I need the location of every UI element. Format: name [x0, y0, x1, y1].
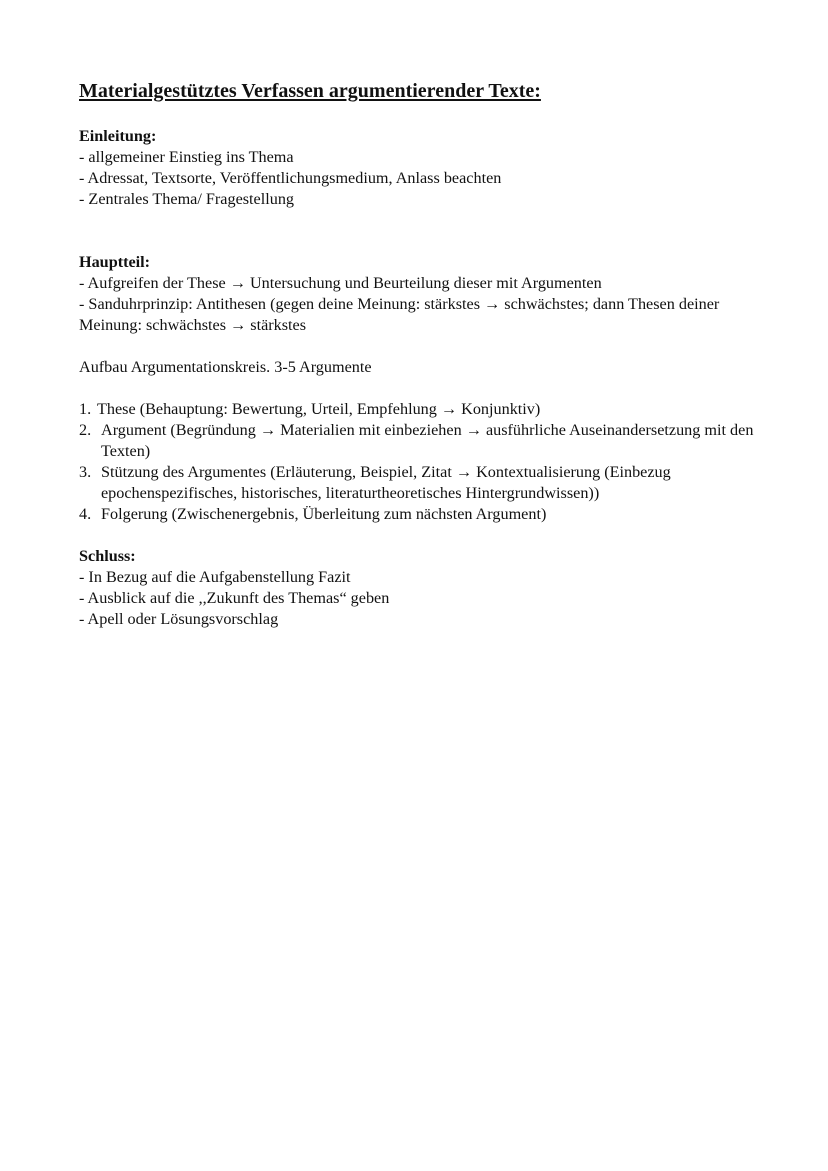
- step-text: Argument (Begründung → Materialien mit einbeziehen → ausführliche Auseinandersetzung mit den Texten): [101, 421, 754, 460]
- list-item: - Sanduhrprinzip: Antithesen (gegen deine Meinung: stärkstes → schwächstes; dann Thesen deiner Meinung: schwächstes → stärkstes: [79, 295, 720, 334]
- list-item: - Adressat, Textsorte, Veröffentlichungsmedium, Anlass beachten: [79, 169, 502, 187]
- list-item: - Ausblick auf die ,,Zukunft des Themas“ geben: [79, 589, 390, 607]
- step-text: Folgerung (Zwischenergebnis, Überleitung zum nächsten Argument): [101, 505, 547, 523]
- step-number: 4.: [79, 505, 92, 523]
- list-item: - allgemeiner Einstieg ins Thema: [79, 148, 294, 166]
- section-heading-hauptteil: Hauptteil:: [79, 253, 151, 271]
- list-item: - Apell oder Lösungsvorschlag: [79, 610, 279, 628]
- argument-step: [79, 399, 759, 420]
- argument-step: [79, 462, 759, 504]
- step-number: 3.: [79, 463, 92, 481]
- step-text: Stützung des Argumentes (Erläuterung, Beispiel, Zitat → Kontextualisierung (Einbezug epochenspezifisches, historisches, literaturtheoretisches Hintergrundwissen)): [101, 463, 671, 502]
- section-heading-schluss: Schluss:: [79, 547, 136, 565]
- argument-step: [79, 504, 759, 525]
- step-text: These (Behauptung: Bewertung, Urteil, Empfehlung → Konjunktiv): [97, 400, 541, 418]
- section-schluss: [79, 546, 759, 630]
- list-item: - Aufgreifen der These → Untersuchung und Beurteilung dieser mit Argumenten: [79, 274, 602, 292]
- step-number: 2.: [79, 421, 92, 439]
- section-hauptteil: [79, 252, 759, 525]
- aufbau-line: Aufbau Argumentationskreis. 3-5 Argumente: [79, 358, 372, 376]
- argument-step: [79, 420, 759, 462]
- list-item: - In Bezug auf die Aufgabenstellung Fazit: [79, 568, 351, 586]
- document-title: Materialgestütztes Verfassen argumentierender Texte:: [79, 80, 541, 102]
- section-heading-einleitung: Einleitung:: [79, 127, 157, 145]
- step-number: 1.: [79, 400, 92, 418]
- list-item: - Zentrales Thema/ Fragestellung: [79, 190, 295, 208]
- section-einleitung: [79, 126, 759, 210]
- document-body: [79, 78, 759, 630]
- argument-steps-list: [79, 399, 759, 525]
